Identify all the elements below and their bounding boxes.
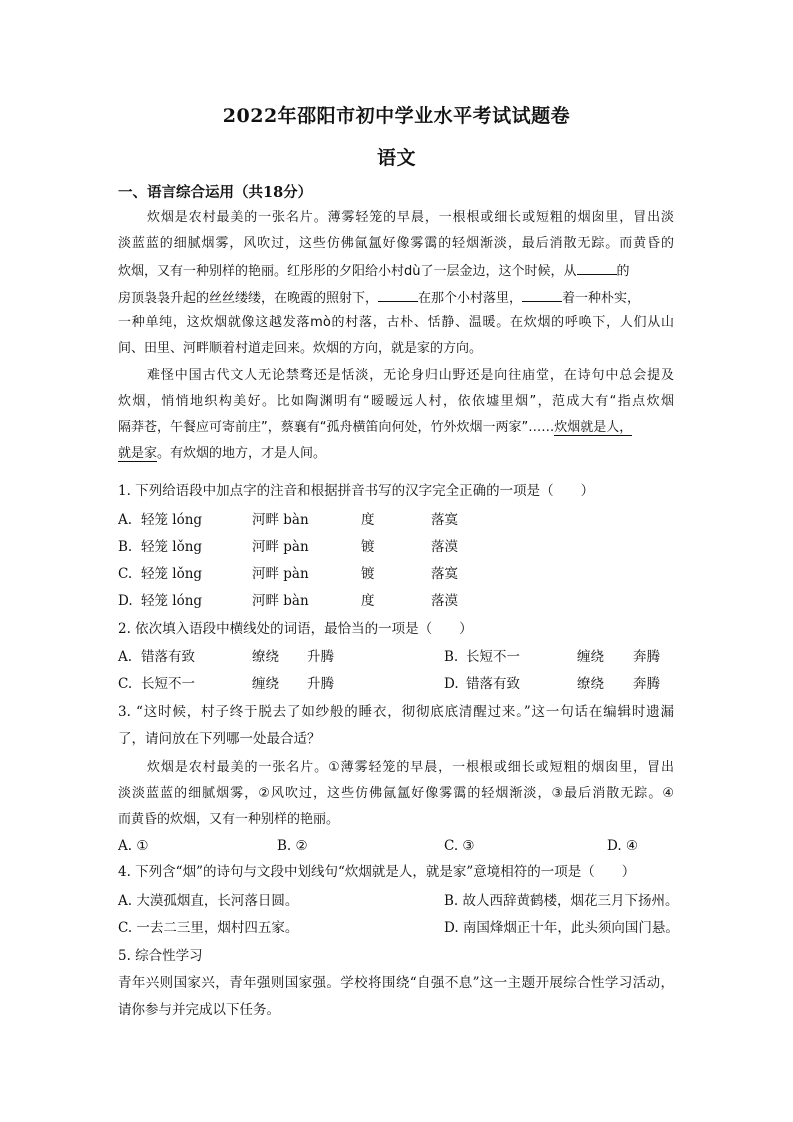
q3-passage-line: 淡淡蓝蓝的细腻烟雾，②风吹过，这些仿佛氤氲好像雾霭的轻烟渐淡，③最后消散无踪。④	[118, 786, 674, 801]
question-3-stem: 了，请问放在下列哪一处最合适？	[118, 731, 321, 747]
question-2-stem: 2. 依次填入语段中横线处的词语，最恰当的一项是（ ）	[118, 621, 473, 637]
q2-option-b: 缭绕	[252, 649, 279, 665]
question-1-stem: 1. 下列给语段中加点字的注音和根据拼音书写的汉字完全正确的一项是（ ）	[118, 483, 595, 499]
passage-line: 炊烟是农村最美的一张名片。薄雾轻笼的早晨，一根根或细长或短粗的烟囱里，冒出淡	[147, 210, 674, 225]
q2-option-c: 奔腾	[633, 676, 660, 692]
q2-option-label: D.	[444, 676, 459, 692]
q1-option-b: 河畔 bàn	[252, 512, 309, 528]
exam-title: 2022年邵阳市初中学业水平考试试题卷	[222, 105, 571, 127]
q1-option-label: B.	[118, 539, 133, 555]
q2-option-c: 升腾	[307, 649, 334, 665]
q1-option-c: 镀	[361, 566, 375, 582]
question-3-stem: 3. “这时候，村子终于脱去了如纱般的睡衣，彻彻底底清醒过来。”这一句话在编辑时遗漏	[118, 704, 674, 720]
q1-option-d: 落漠	[431, 539, 458, 555]
question-5-text: 请你参与并完成以下任务。	[118, 1002, 280, 1018]
q1-option-b: 河畔 bàn	[252, 593, 309, 609]
q1-option-c: 镀	[361, 539, 375, 555]
q1-option-b: 河畔 pàn	[252, 566, 309, 582]
passage-line: 一种单纯，这炊烟就像这越发落mò的村落，古朴、恬静、温暖。在炊烟的呼唤下，人们从山	[118, 315, 674, 330]
q1-option-a: 轻笼 lóng	[141, 593, 203, 609]
question-5-text: 青年兴则国家兴，青年强则国家强。学校将围绕“自强不息”这一主题开展综合性学习活动，	[118, 975, 674, 991]
fill-blank	[577, 260, 617, 275]
passage-line: 难怪中国古代文人无论禁骛还是恬淡，无论身归山野还是向往庙堂，在诗句中总会提及	[147, 368, 674, 383]
fill-blank	[378, 287, 418, 302]
q2-option-b: 缠绕	[577, 649, 604, 665]
q1-option-a: 轻笼 lǒng	[141, 566, 203, 582]
question-4-stem: 4. 下列含“烟”的诗句与文段中划线句“炊烟就是人，就是家”意境相符的一项是（ ）	[118, 864, 636, 880]
q1-option-a: 轻笼 lǒng	[141, 539, 203, 555]
q2-option-b: 缭绕	[577, 676, 604, 692]
q3-option: B. ②	[277, 838, 308, 854]
q3-option: C. ③	[444, 838, 475, 854]
q4-option: C. 一去二三里，烟村四五家。	[118, 920, 299, 936]
q2-option-b: 缠绕	[252, 676, 279, 692]
q1-option-c: 度	[361, 512, 375, 528]
q2-option-c: 升腾	[307, 676, 334, 692]
q4-option: D. 南国烽烟正十年，此头须向国门悬。	[444, 920, 679, 936]
fill-blank	[522, 287, 562, 302]
section-heading: 一、语言综合运用（共18分）	[118, 184, 313, 201]
subject-title: 语文	[376, 147, 416, 169]
q2-option-label: B.	[444, 649, 459, 665]
q3-option: D. ④	[607, 838, 639, 854]
q4-option: A. 大漠孤烟直，长河落日圆。	[118, 893, 299, 909]
q2-option-label: A.	[118, 649, 133, 665]
q3-passage-line: 而黄昏的炊烟，又有一种别样的艳丽。	[118, 812, 340, 827]
q1-option-d: 落寞	[431, 566, 458, 582]
q1-option-a: 轻笼 lóng	[141, 512, 203, 528]
q2-option-a: 长短不一	[466, 649, 520, 665]
q2-option-c: 奔腾	[633, 649, 660, 665]
q1-option-label: D.	[118, 593, 133, 609]
q1-option-d: 落漠	[431, 593, 458, 609]
passage-line: 隔莽苍，午餐应可寄前庄”，蔡襄有“孤舟横笛向何处，竹外炊烟一两家”……炊烟就是人，	[118, 420, 633, 435]
passage-line: 就是家。有炊烟的地方，才是人间。	[118, 446, 327, 461]
question-5-stem: 5. 综合性学习	[118, 948, 203, 964]
passage-line: 炊烟，又有一种别样的艳丽。红彤彤的夕阳给小村dù了一层金边，这个时候，从 的	[118, 260, 674, 282]
q2-option-a: 错落有致	[141, 649, 195, 665]
q3-option: A. ①	[118, 838, 149, 854]
q3-passage-line: 炊烟是农村最美的一张名片。①薄雾轻笼的早晨，一根根或细长或短粗的烟囱里，冒出	[147, 760, 674, 775]
q1-option-b: 河畔 pàn	[252, 539, 309, 555]
passage-line: 炊烟，悄悄地织构美好。比如陶渊明有“暧暧远人村，依依墟里烟”，范成大有“指点炊烟	[118, 394, 674, 409]
underlined-sentence: 就是家	[118, 446, 158, 461]
passage-line: 间、田里、河畔顺着村道走回来。炊烟的方向，就是家的方向。	[118, 341, 483, 356]
q2-option-a: 长短不一	[141, 676, 195, 692]
q2-option-label: C.	[118, 676, 133, 692]
passage-line: 淡蓝蓝的细腻烟雾，风吹过，这些仿佛氤氲好像雾霭的轻烟渐淡，最后消散无踪。而黄昏的	[118, 236, 674, 251]
q1-option-label: C.	[118, 566, 133, 582]
q1-option-label: A.	[118, 512, 133, 528]
q4-option: B. 故人西辞黄鹤楼，烟花三月下扬州。	[444, 893, 679, 909]
q1-option-d: 落寞	[431, 512, 458, 528]
q2-option-a: 错落有致	[466, 676, 520, 692]
passage-line: 房顶袅袅升起的丝丝缕缕，在晚霞的照射下， 在那个小村落里， 着一种朴实，	[118, 287, 674, 309]
underlined-sentence: 炊烟就是人，	[554, 420, 633, 435]
q1-option-c: 度	[361, 593, 375, 609]
